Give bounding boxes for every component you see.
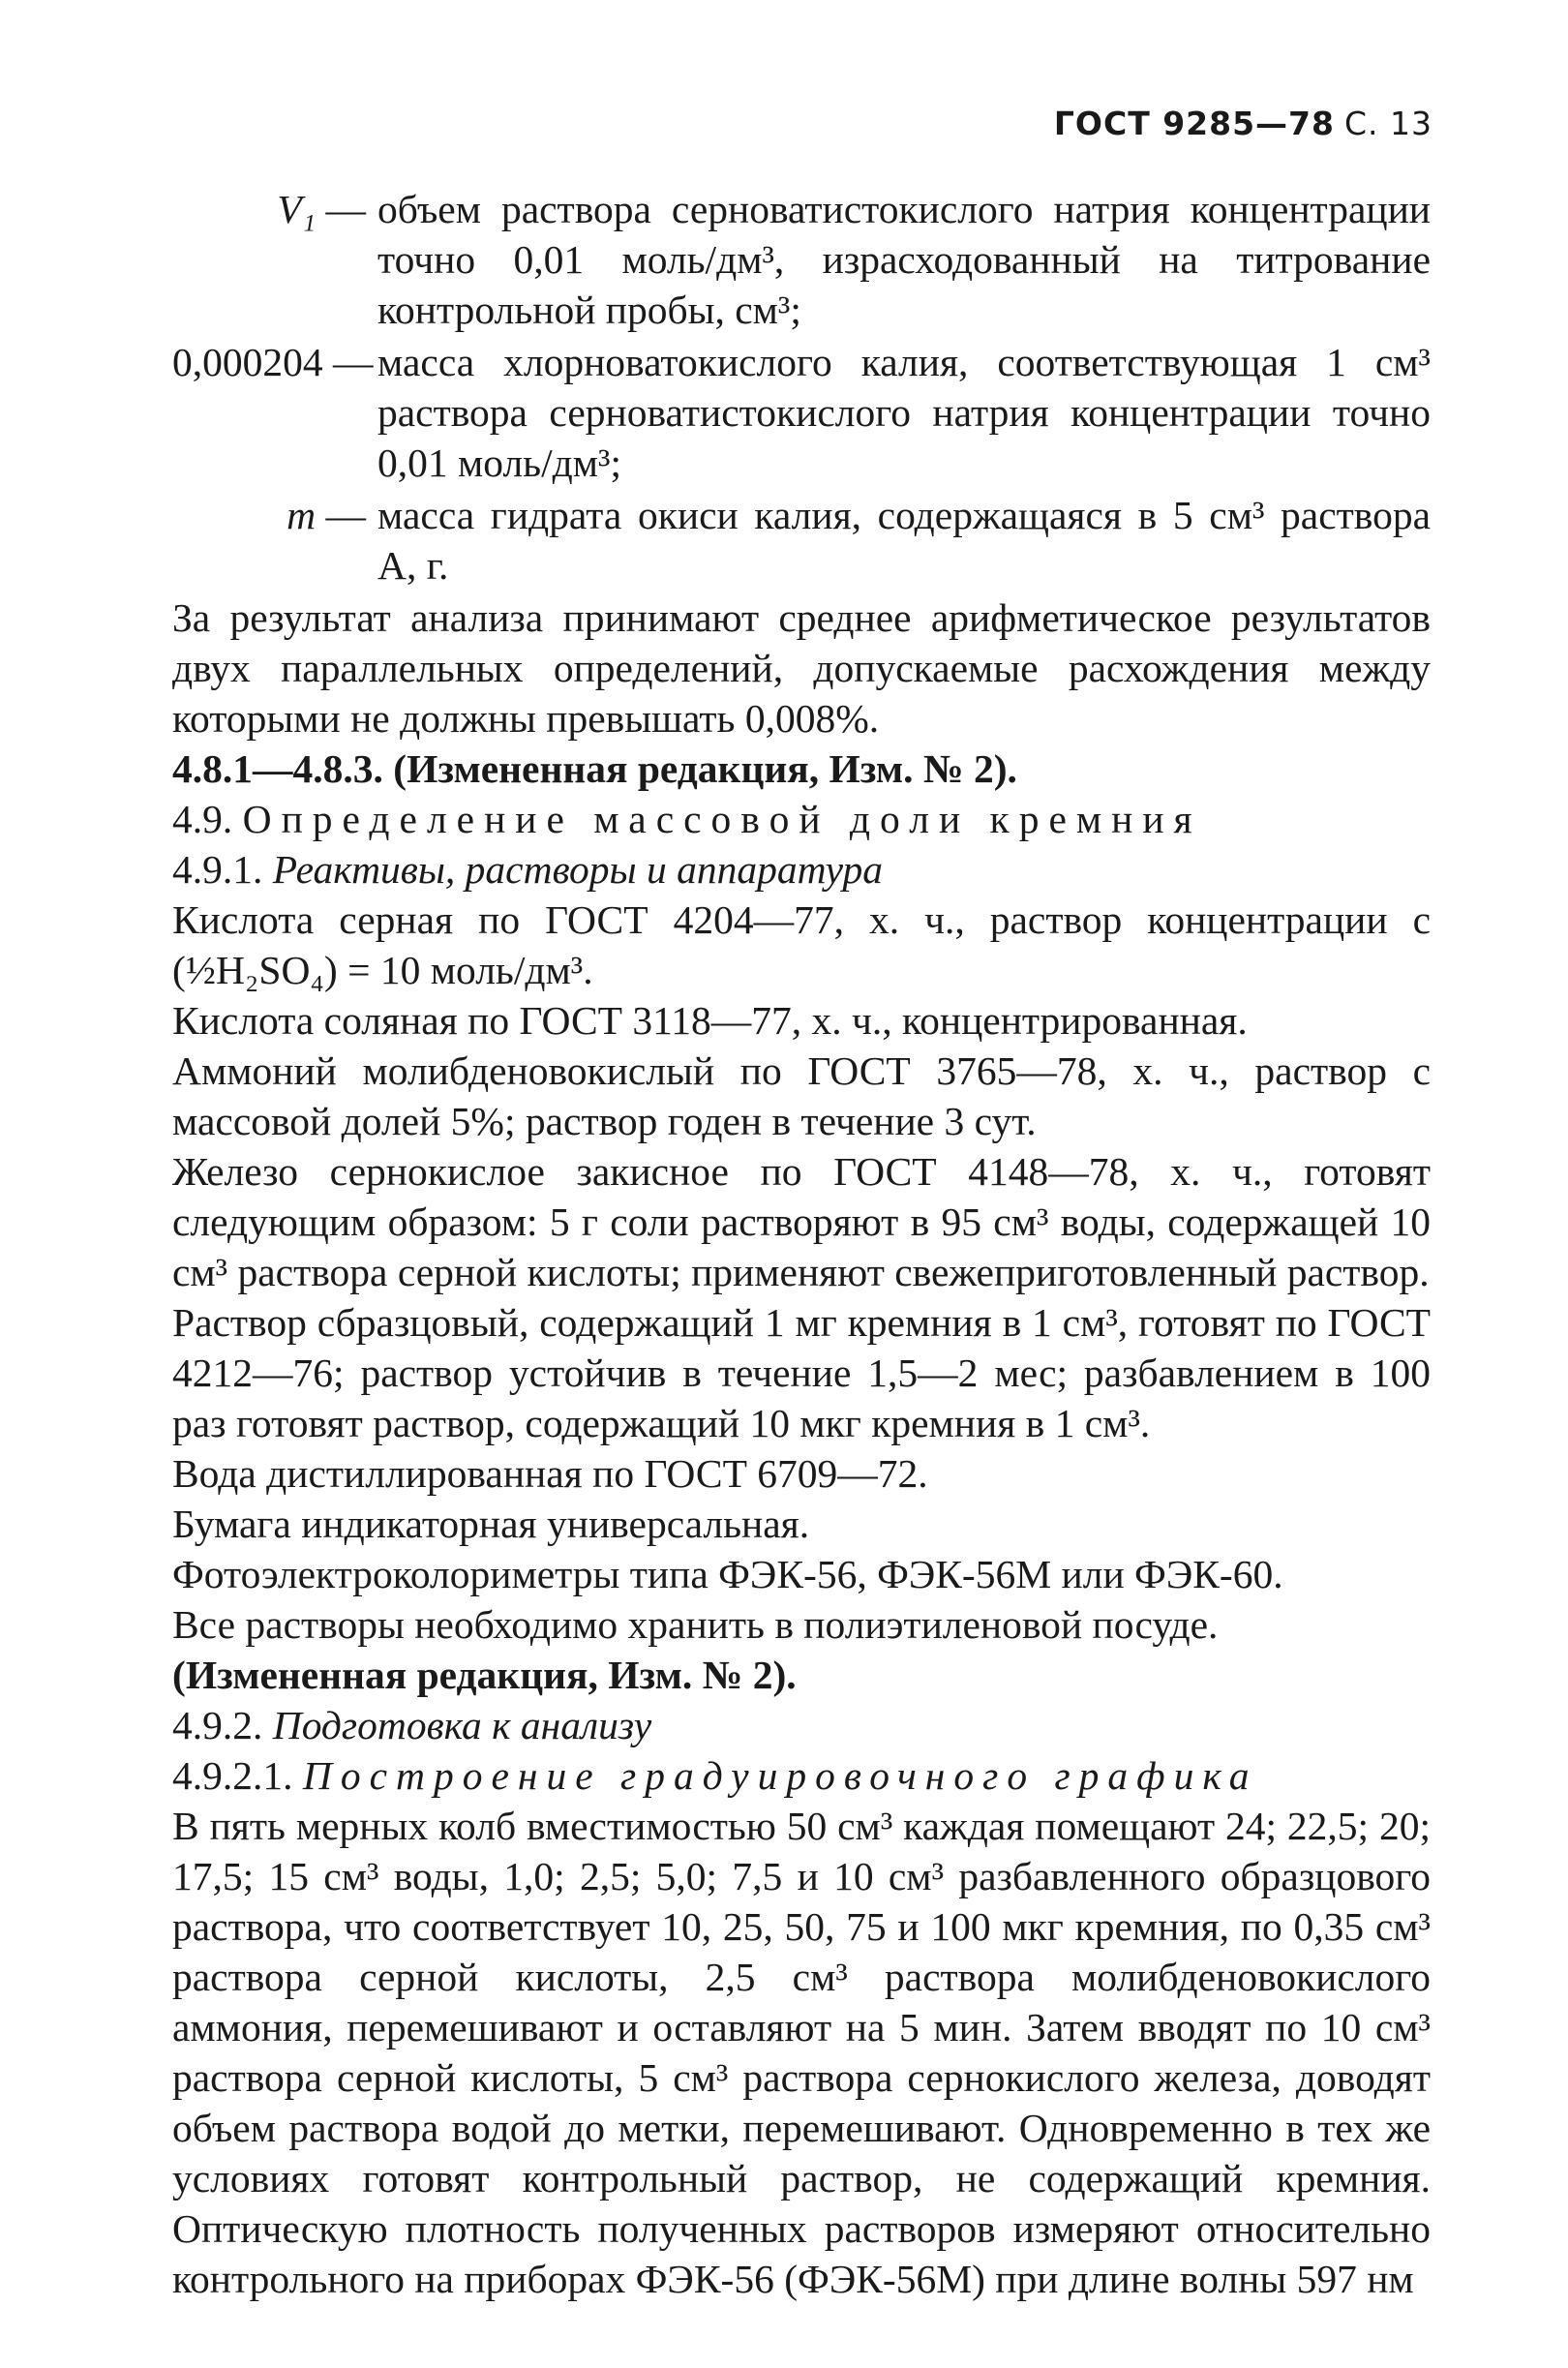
- reagent-item: Бумага индикаторная универсальная.: [172, 1502, 810, 1546]
- page-header: [1054, 105, 1432, 142]
- section-4-9-2-1-heading: 4.9.2.1. Построение градуировочного графика: [172, 1753, 1258, 1798]
- section-4-9-heading: 4.9. Определение массовой доли кремния: [172, 797, 1202, 841]
- definition-text: масса гидрата окиси калия, содержащаяся в 5 см³ раствора А, г.: [377, 493, 1431, 588]
- result-paragraph: За результат анализа принимают среднее арифметическое результатов двух параллельных определений, допускаемые расхождения между которыми не должны превышать 0,008%.: [172, 595, 1431, 741]
- definition-symbol: V₁ —: [277, 187, 366, 231]
- reagent-item: Раствор сбразцовый, содержащий 1 мг кремния в 1 см³, готовят по ГОСТ 4212—76; раствор устойчив в течение 1,5—2 мес; разбавлением в 100 раз готовят раствор, содержащий 10 мкг кремния в 1 см³.: [172, 1300, 1431, 1445]
- section-4-9-1-heading: 4.9.1. Реактивы, растворы и аппаратура: [172, 847, 883, 892]
- procedure-paragraph: В пять мерных колб вместимостью 50 см³ каждая помещают 24; 22,5; 20; 17,5; 15 см³ воды, 1,0; 2,5; 5,0; 7,5 и 10 см³ разбавленного образцового раствора, что соответствует 10, 25, 50, 75 и 100 мкг кремния, по 0,35 см³ раствора серной кислоты, 2,5 см³ раствора молибденовокислого аммония, перемешивают и оставляют на 5 мин. Затем вводят по 10 см³ раствора серной кислоты, 5 см³ раствора сернокислого железа, доводят объем раствора водой до метки, перемешивают. Одновременно в тех же условиях готовят контрольный раствор, не содержащий кремния. Оптическую плотность полученных растворов измеряют относительно контрольного на приборах ФЭК-56 (ФЭК-56М) при длине волны 597 нм: [172, 1804, 1431, 2301]
- reagent-item: Фотоэлектроколориметры типа ФЭК-56, ФЭК-56М или ФЭК-60.: [172, 1552, 1283, 1596]
- definition-m: [172, 490, 1431, 591]
- definition-constant: [172, 337, 1431, 488]
- definition-v1: [172, 184, 1431, 335]
- amendment-note: 4.8.1—4.8.3. (Измененная редакция, Изм. № 2).: [172, 746, 1017, 791]
- reagent-item: Вода дистиллированная по ГОСТ 6709—72.: [172, 1451, 928, 1496]
- standard-number: ГОСТ 9285—78: [1053, 105, 1335, 142]
- reagent-item: Железо сернокислое закисное по ГОСТ 4148—78, х. ч., готовят следующим образом: 5 г соли растворяют в 95 см³ воды, содержащей 10 см³ раствора серной кислоты; применяют свежеприготовленный раствор.: [172, 1149, 1431, 1294]
- amendment-note: (Измененная редакция, Изм. № 2).: [172, 1653, 797, 1697]
- definition-symbol: m —: [286, 493, 366, 537]
- reagent-item: Аммоний молибденовокислый по ГОСТ 3765—78, х. ч., раствор с массовой долей 5%; раствор годен в течение 3 сут.: [172, 1048, 1431, 1143]
- page-body: [172, 184, 1431, 2304]
- reagent-item: Кислота серная по ГОСТ 4204—77, х. ч., раствор концентрации c (½H₂SO₄) = 10 моль/дм³.: [172, 897, 1431, 992]
- reagent-item: Кислота соляная по ГОСТ 3118—77, х. ч., концентрированная.: [172, 998, 1248, 1043]
- definition-text: масса хлорноватокислого калия, соответствующая 1 см³ раствора серноватистокислого натрия концентрации точно 0,01 моль/дм³;: [377, 340, 1431, 485]
- section-4-9-2-heading: 4.9.2. Подготовка к анализу: [172, 1703, 652, 1747]
- definition-symbol: 0,000204 —: [172, 340, 374, 384]
- definition-text: объем раствора серноватистокислого натрия концентрации точно 0,01 моль/дм³, израсходованный на титрование контрольной пробы, см³;: [377, 187, 1431, 332]
- page-number: С. 13: [1343, 105, 1432, 142]
- reagent-item: Все растворы необходимо хранить в полиэтиленовой посуде.: [172, 1602, 1219, 1647]
